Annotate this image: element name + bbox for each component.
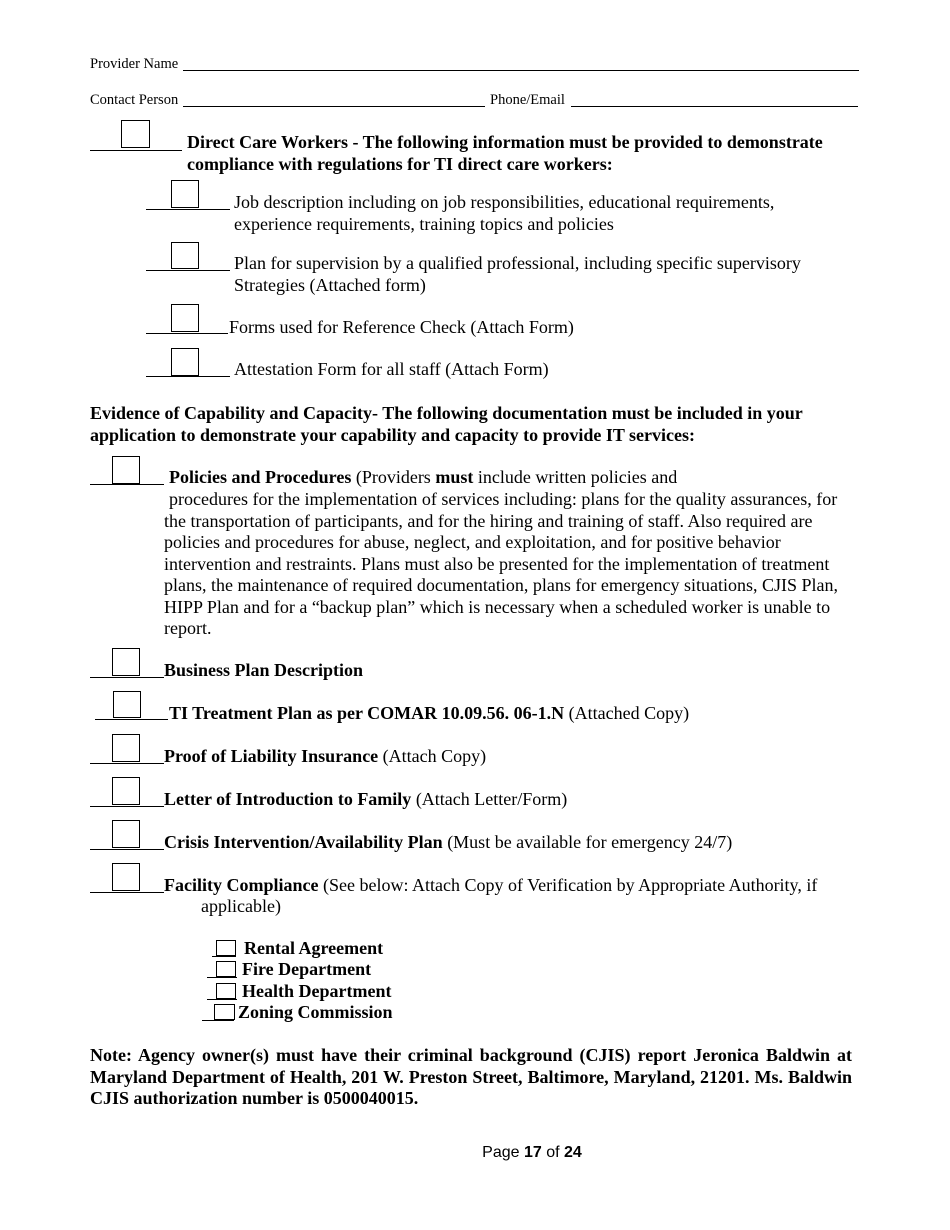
treatment-plan-note: (Attached Copy): [568, 703, 690, 723]
liability-checkbox[interactable]: [112, 734, 140, 762]
policies-checkbox[interactable]: [112, 456, 140, 484]
health-checkbox[interactable]: [216, 983, 236, 999]
crisis-line: [90, 849, 164, 850]
facility-note-cont: applicable): [201, 896, 281, 916]
cjis-note: Note: Agency owner(s) must have their criminal background (CJIS) report Jeronica Baldwin at Maryland Department of Health, 201 W. Preston Street, Baltimore, Maryland, 21201. Ms. Baldwin CJIS authorization number is 0500040015.: [90, 1045, 852, 1108]
health-line: [207, 999, 237, 1000]
letter-note: (Attach Letter/Form): [415, 789, 568, 809]
dc-item-3-text: Forms used for Reference Check (Attach Form): [229, 317, 574, 337]
direct-care-heading: Direct Care Workers - The following information must be provided to demonstrate compliance with regulations for TI direct care workers:: [187, 132, 823, 174]
business-plan-checkbox[interactable]: [112, 648, 140, 676]
crisis-title: Crisis Intervention/Availability Plan: [164, 832, 443, 852]
liability-line: [90, 763, 164, 764]
dc-item-3-checkbox[interactable]: [171, 304, 199, 332]
liability-row: [164, 746, 486, 768]
capability-heading: Evidence of Capability and Capacity- The following documentation must be included in your application to demonstrate your capability and capacity to provide IT services:: [90, 403, 803, 445]
contact-person-field[interactable]: [183, 106, 485, 107]
dc-item-4-line: [146, 376, 230, 377]
phone-email-label: Phone/Email: [490, 92, 565, 108]
contact-person-label: Contact Person: [90, 92, 179, 108]
page-footer: [0, 1144, 950, 1162]
dc-item-1-text: Job description including on job responsibilities, educational requirements, experience requirements, training topics and policies: [234, 192, 775, 234]
facility-note: (See below: Attach Copy of Verification by Appropriate Authority, if: [322, 875, 818, 895]
page-word: Page: [482, 1144, 520, 1161]
direct-care-line: [90, 150, 182, 151]
business-plan-line: [90, 677, 164, 678]
treatment-plan-title: TI Treatment Plan as per COMAR 10.09.56. 06-1.N: [169, 703, 565, 723]
health-label: Health Department: [242, 981, 392, 1001]
facility-title: Facility Compliance: [164, 875, 319, 895]
liability-title: Proof of Liability Insurance: [164, 746, 379, 766]
policies-body: procedures for the implementation of services including: plans for the quality assurances, for the transportation of participants, and for the hiring and training of staff. Also required are policies and procedures for abuse, neglect, and exploitation, and for positive behavior intervention and restraints. Plans must also be presented for the implementation of treatment plans, the maintenance of required documentation, plans for emergency situations, CJIS Plan, HIPP Plan and for a “backup plan” which is necessary when a scheduled worker is unable to report.: [164, 489, 838, 638]
zoning-label: Zoning Commission: [238, 1002, 393, 1022]
crisis-checkbox[interactable]: [112, 820, 140, 848]
dc-item-2-checkbox[interactable]: [171, 242, 199, 269]
rental-line: [212, 956, 236, 957]
fire-label: Fire Department: [242, 959, 372, 979]
business-plan-title: Business Plan Description: [164, 660, 364, 680]
direct-care-checkbox[interactable]: [121, 120, 150, 148]
provider-name-field[interactable]: [183, 70, 859, 71]
letter-line: [90, 806, 164, 807]
phone-email-field[interactable]: [571, 106, 858, 107]
zoning-checkbox[interactable]: [214, 1004, 235, 1020]
letter-title: Letter of Introduction to Family: [164, 789, 412, 809]
liability-note: (Attach Copy): [382, 746, 487, 766]
policies-line: [90, 484, 164, 485]
dc-item-2-line: [146, 270, 230, 271]
page-number: 17: [523, 1144, 542, 1161]
facility-line: [90, 892, 164, 893]
dc-item-1-line: [146, 209, 230, 210]
rental-label: Rental Agreement: [244, 938, 384, 958]
crisis-note: (Must be available for emergency 24/7): [447, 832, 733, 852]
treatment-plan-row: [169, 703, 689, 725]
crisis-row: [164, 832, 732, 854]
letter-row: [164, 789, 567, 811]
facility-row: [164, 875, 817, 897]
treatment-plan-checkbox[interactable]: [113, 691, 141, 718]
facility-checkbox[interactable]: [112, 863, 140, 891]
dc-item-4-text: Attestation Form for all staff (Attach Form): [234, 359, 549, 379]
rental-checkbox[interactable]: [216, 940, 236, 956]
fire-line: [207, 977, 237, 978]
policies-intro: [169, 467, 677, 489]
treatment-plan-line: [95, 719, 168, 720]
dc-item-3-line: [146, 333, 228, 334]
policies-intro-post: include written policies and: [473, 467, 678, 487]
fire-checkbox[interactable]: [216, 961, 236, 977]
policies-title: Policies and Procedures: [169, 467, 352, 487]
letter-checkbox[interactable]: [112, 777, 140, 805]
zoning-line: [202, 1020, 234, 1021]
policies-intro-pre: (Providers: [355, 467, 436, 487]
page-total: 24: [564, 1144, 582, 1161]
dc-item-2-text: Plan for supervision by a qualified professional, including specific supervisory Strategies (Attached form): [234, 253, 801, 295]
dc-item-1-checkbox[interactable]: [171, 180, 199, 208]
dc-item-4-checkbox[interactable]: [171, 348, 199, 376]
policies-intro-must: must: [435, 467, 474, 487]
of-word: of: [546, 1144, 560, 1161]
provider-name-row: [90, 56, 178, 73]
provider-name-label: Provider Name: [90, 56, 179, 72]
